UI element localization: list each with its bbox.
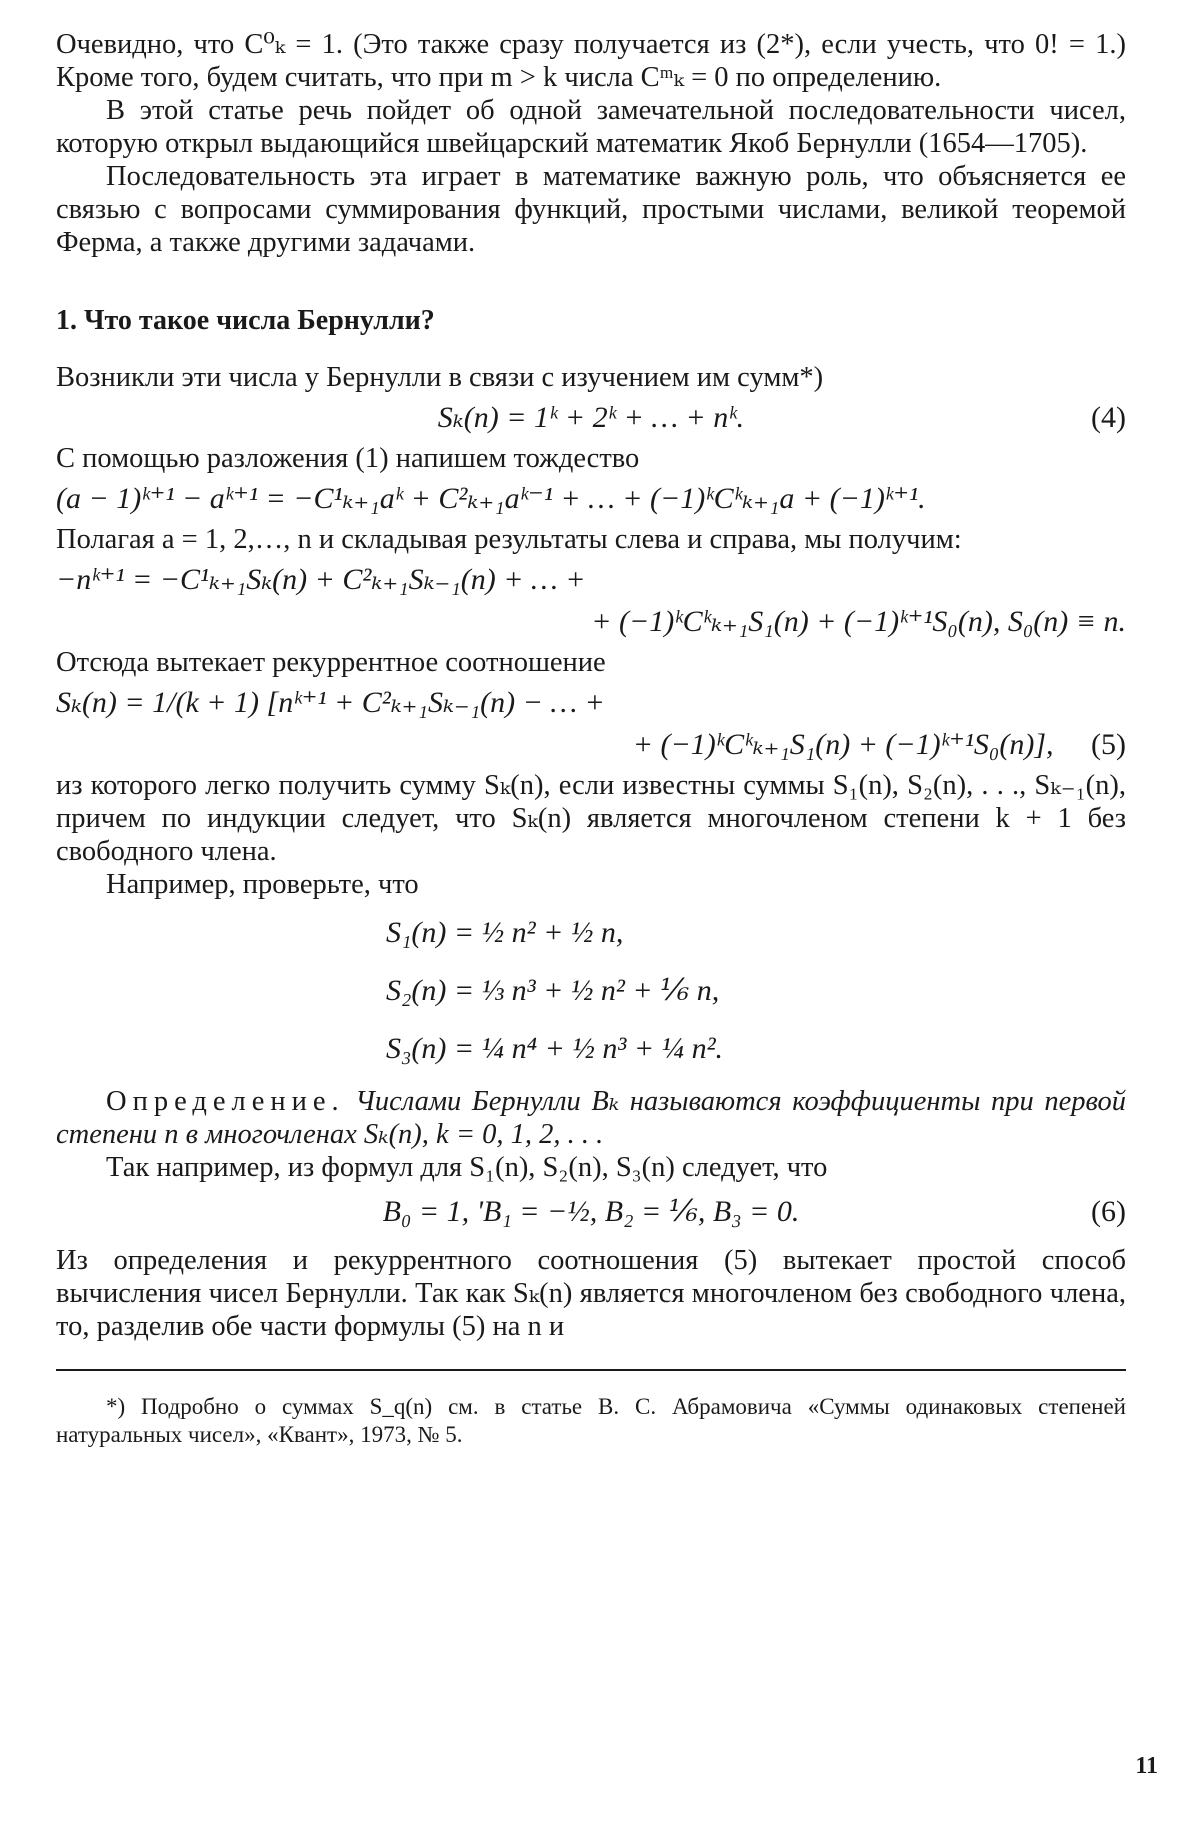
equation-4-number: (4)	[1091, 401, 1126, 434]
footnote: *) Подробно о суммах S_q(n) см. в статье В. С. Абрамовича «Суммы одинаковых степеней натуральных чисел», «Квант», 1973, № 5.	[56, 1394, 1126, 1447]
page-number: 11	[1135, 1753, 1158, 1779]
paragraph-from-formulas: Так например, из формул для S₁(n), S₂(n), S₃(n) следует, что	[106, 1152, 828, 1183]
definition-text: Числами Бернулли Bₖ называются коэффициенты при первой степени n в многочленах Sₖ(n), k = 0, 1, 2, . . .	[56, 1086, 1127, 1150]
definition-paragraph	[56, 1085, 1126, 1151]
formula-s3: S₃(n) = ¼ n⁴ + ½ n³ + ¼ n².	[386, 1032, 724, 1065]
equation-4-body: Sₖ(n) = 1ᵏ + 2ᵏ + … + nᵏ.	[437, 401, 745, 434]
intro-paragraph-2: В этой статье речь пойдет об одной замечательной последовательности чисел, которую открыл выдающийся швейцарский математик Якоб Бернулли (1654—1705).	[56, 95, 1126, 159]
intro-paragraph-1: Очевидно, что C⁰ₖ = 1. (Это также сразу получается из (2*), если учесть, что 0! = 1.) Кроме того, будем считать, что при m > k числа Cᵐₖ = 0 по определению.	[56, 29, 1126, 93]
equation-5-line-1: Sₖ(n) = 1/(k + 1) [nᵏ⁺¹ + C²ₖ₊₁Sₖ₋₁(n) − … +	[56, 686, 605, 719]
equation-5-line-2	[56, 727, 1126, 763]
formula-s2: S₂(n) = ⅓ n³ + ½ n² + ⅙ n,	[386, 974, 720, 1007]
equation-5-body: + (−1)ᵏCᵏₖ₊₁S₁(n) + (−1)ᵏ⁺¹S₀(n)],	[632, 728, 1054, 761]
equation-4	[56, 400, 1126, 436]
formula-s1: S₁(n) = ½ n² + ½ n,	[386, 916, 624, 949]
paragraph-example: Например, проверьте, что	[106, 869, 419, 900]
page-body	[56, 28, 1126, 1449]
paragraph-sums-intro: Возникли эти числа у Бернулли в связи с изучением им сумм*)	[56, 362, 824, 393]
paragraph-setting-a: Полагая a = 1, 2,…, n и складывая результаты слева и справа, мы получим:	[56, 524, 962, 555]
equation-6-number: (6)	[1091, 1195, 1126, 1228]
equation-6-body: B₀ = 1, 'B₁ = −½, B₂ = ⅙, B₃ = 0.	[382, 1195, 800, 1228]
footnote-divider	[56, 1369, 1126, 1371]
sum-formula-line-2: + (−1)ᵏCᵏₖ₊₁S₁(n) + (−1)ᵏ⁺¹S₀(n), S₀(n) ≡ n.	[591, 605, 1126, 638]
identity-formula: (a − 1)ᵏ⁺¹ − aᵏ⁺¹ = −C¹ₖ₊₁aᵏ + C²ₖ₊₁aᵏ⁻¹ + … + (−1)ᵏCᵏₖ₊₁a + (−1)ᵏ⁺¹.	[56, 482, 926, 515]
paragraph-induction: из которого легко получить сумму Sₖ(n), если известны суммы S₁(n), S₂(n), . . ., Sₖ₋₁(n), причем по индукции следует, что Sₖ(n) является многочленом степени k + 1 без свободного члена.	[56, 770, 1126, 867]
paragraph-computation-method: Из определения и рекуррентного соотношения (5) вытекает простой способ вычисления чисел Бернулли. Так как Sₖ(n) является многочленом без свободного члена, то, разделив обе части формулы (5) на n и	[56, 1245, 1126, 1342]
equation-6	[56, 1194, 1126, 1230]
section-heading: 1. Что такое числа Бернулли?	[56, 305, 435, 336]
paragraph-recurrence-intro: Отсюда вытекает рекуррентное соотношение	[56, 647, 606, 678]
intro-paragraph-3: Последовательность эта играет в математике важную роль, что объясняется ее связью с вопросами суммирования функций, простыми числами, великой теоремой Ферма, а также другими задачами.	[56, 161, 1126, 258]
definition-word: Определение.	[106, 1086, 345, 1117]
paragraph-identity-intro: С помощью разложения (1) напишем тождество	[56, 443, 640, 474]
equation-5-number: (5)	[1091, 728, 1126, 761]
sum-formula-line-1: −nᵏ⁺¹ = −C¹ₖ₊₁Sₖ(n) + C²ₖ₊₁Sₖ₋₁(n) + … +	[56, 563, 586, 596]
